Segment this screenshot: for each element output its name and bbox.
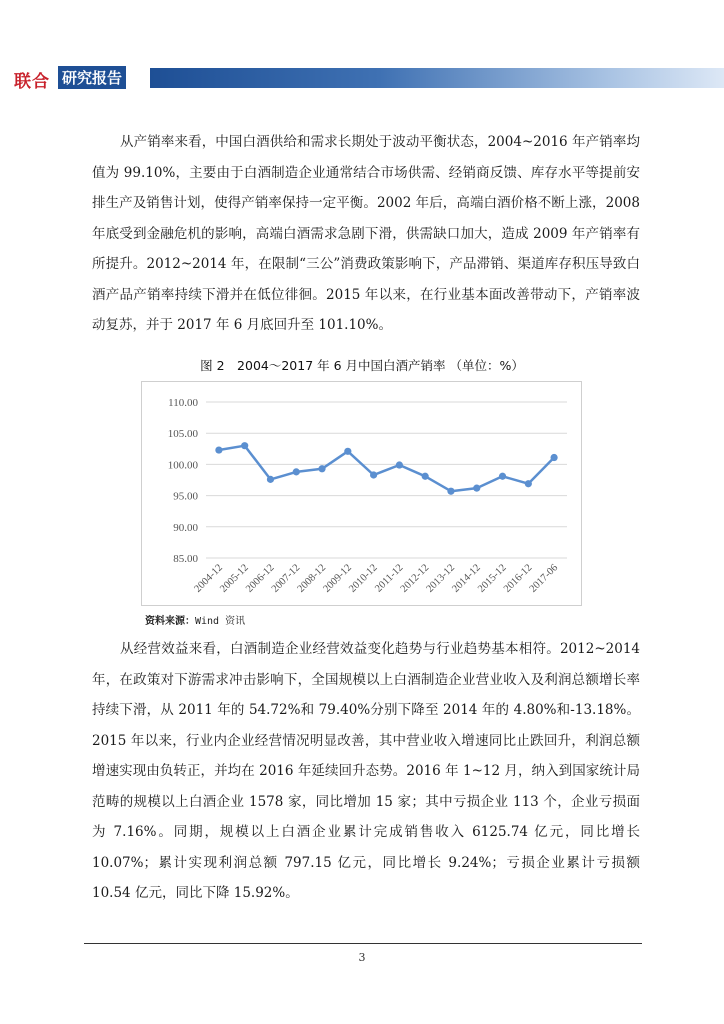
figure-source [145, 612, 245, 627]
y-tick-label: 100.00 [167, 459, 198, 472]
x-tick-label: 2012-12 [398, 562, 432, 595]
data-point [370, 471, 377, 478]
x-tick-label: 2010-12 [347, 562, 380, 595]
data-point [473, 485, 480, 492]
x-tick-label: 2017-06 [527, 562, 561, 595]
data-point [447, 488, 454, 495]
data-point [344, 448, 351, 455]
x-tick-label: 2006-12 [244, 562, 277, 595]
y-tick-label: 90.00 [173, 521, 198, 534]
data-point [293, 468, 300, 475]
x-tick-label: 2013-12 [424, 562, 458, 595]
x-tick-label: 2014-12 [450, 562, 483, 595]
y-tick-label: 110.00 [168, 397, 198, 409]
source-value: Wind 资讯 [195, 616, 246, 627]
line-chart [141, 381, 582, 606]
data-point [215, 446, 222, 453]
data-point [396, 461, 403, 468]
y-tick-label: 95.00 [173, 490, 198, 503]
report-type-label: 研究报告 [58, 66, 126, 89]
data-point [525, 480, 532, 487]
x-tick-label: 2016-12 [501, 562, 535, 595]
x-tick-label: 2011-12 [373, 562, 406, 595]
page-number: 3 [358, 951, 366, 964]
x-tick-label: 2009-12 [321, 562, 354, 595]
report-header [0, 64, 724, 92]
x-tick-label: 2008-12 [295, 562, 329, 595]
footer-divider [84, 943, 642, 944]
data-point [499, 473, 506, 480]
x-tick-label: 2015-12 [476, 562, 509, 595]
chart-canvas [142, 382, 581, 605]
data-point [267, 476, 274, 483]
data-point [422, 473, 429, 480]
paragraph-sales-rate: 从产销率来看，中国白酒供给和需求长期处于波动平衡状态，2004~2016 年产销率均值为 99.10%，主要由于白酒制造企业通常结合市场供需、经销商反馈、库存水平等提前安排生产及销售计划，使得产销率保持一定平衡。2002 年后，高端白酒价格不断上涨，2008 年底受到金融危机的影响，高端白酒需求急剧下滑，供需缺口加大，造成 2009 年产销率有所提升。2012~2014 年，在限制“三公”消费政策影响下，产品滞销、渠道库存积压导致白酒产品产销率持续下滑并在低位徘徊。2015 年以来，在行业基本面改善带动下，产销率波动复苏，并于 2017 年 6 月底回升至 101.10%。 [92, 134, 640, 333]
y-tick-label: 85.00 [173, 553, 198, 565]
x-tick-label: 2007-12 [269, 562, 303, 595]
data-point [551, 454, 558, 461]
y-tick-label: 105.00 [167, 428, 198, 441]
source-label: 资料来源： [145, 616, 195, 627]
paragraph-operating-benefit: 从经营效益来看，白酒制造企业经营效益变化趋势与行业趋势基本相符。2012~2014 年，在政策对下游需求冲击影响下，全国规模以上白酒制造企业营业收入及利润总额增长率持续下滑，从 2011 年的 54.72%和 79.40%分别下降至 2014 年的 4.80%和-13.18%。2015 年以来，行业内企业经营情况明显改善，其中营业收入增速同比止跌回升，利润总额增速实现由负转正，并均在 2016 年延续回升态势。2016 年 1~12 月，纳入到国家统计局范畴的规模以上白酒企业 1578 家，同比增加 15 家；其中亏损企业 113 个，企业亏损面为 7.16%。同期，规模以上白酒企业累计完成销售收入 6125.74 亿元，同比增长 10.07%；累计实现利润总额 797.15 亿元，同比增长 9.24%；亏损企业累计亏损额 10.54 亿元，同比下降 15.92%。 [92, 641, 640, 901]
data-point [241, 442, 248, 449]
data-point [318, 465, 325, 472]
figure-title: 图 2 2004～2017 年 6 月中国白酒产销率 （单位：%） [200, 358, 524, 373]
x-tick-label: 2005-12 [218, 562, 251, 595]
series-line [219, 446, 554, 492]
brand-name: 联合 [14, 72, 50, 92]
header-gradient-bar [150, 68, 724, 88]
x-tick-label: 2004-12 [192, 562, 226, 595]
